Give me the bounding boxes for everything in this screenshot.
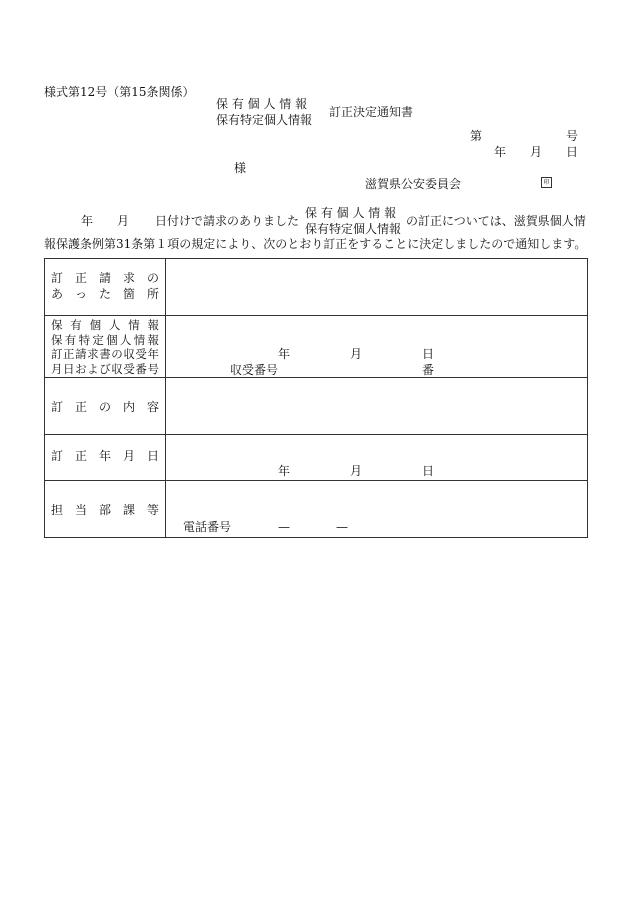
correction-year: 年: [278, 464, 291, 478]
label-cell-receipt-info: [45, 316, 166, 378]
body-year: 年: [81, 214, 94, 228]
correction-form-table: [44, 258, 588, 538]
issue-date-month: 月: [530, 145, 543, 159]
addressee-sama: 様: [234, 161, 247, 175]
row-receipt-info: [45, 316, 588, 378]
correction-month: 月: [350, 464, 363, 478]
body-info-type: [305, 206, 401, 237]
label-cell-correction-content: [45, 378, 166, 435]
title-line-specific-personal-info: 保有特定個人情報: [216, 112, 313, 127]
title-line-personal-info: 保 有 個 人 情 報: [216, 97, 308, 111]
label-specific-personal-info: 保有特定個人情報: [51, 332, 159, 347]
row-correction-location: [45, 259, 588, 316]
body-info-specific: 保有特定個人情報: [305, 221, 402, 236]
form-number: 様式第12号（第15条関係）: [44, 85, 195, 99]
correction-day: 日: [422, 464, 435, 478]
document-number-go: 号: [566, 129, 579, 143]
receipt-day: 日: [422, 347, 435, 361]
label-receipt-number: 月日および収受番号: [51, 362, 159, 377]
label-correction-content: 訂 正 の 内 容: [51, 400, 159, 414]
body-tail-text: の訂正については、滋賀県個人情: [406, 214, 586, 228]
body-info-personal: 保 有 個 人 情 報: [305, 206, 397, 220]
phone-dash-1: —: [278, 520, 290, 534]
value-cell-correction-content[interactable]: [166, 378, 588, 435]
label-personal-info: 保有個人情報: [51, 318, 159, 332]
receipt-year: 年: [278, 347, 291, 361]
seal-mark: 印: [541, 177, 552, 188]
body-second-line: 報保護条例第31条第１項の規定により、次のとおり訂正をすることに決定しましたので通知します。: [44, 237, 587, 251]
label-department: 担 当 部 課 等: [51, 503, 159, 517]
issuer-name: 滋賀県公安委員会: [365, 177, 462, 191]
body-lead-text: 日付けで請求のありました: [155, 214, 300, 228]
label-receipt-date: 訂正請求書の収受年: [51, 347, 159, 362]
value-cell-receipt-info[interactable]: [166, 316, 588, 378]
receipt-month: 月: [350, 347, 363, 361]
body-month: 月: [117, 214, 130, 228]
title-block: [216, 97, 312, 128]
document-number-dai: 第: [470, 129, 483, 143]
value-cell-department[interactable]: [166, 481, 588, 538]
label-location: あ っ た 箇 所: [51, 286, 159, 301]
receipt-number-ban: 番: [422, 363, 435, 377]
row-correction-date: [45, 435, 588, 481]
value-cell-correction-location[interactable]: [166, 259, 588, 316]
issue-date-year: 年: [494, 145, 507, 159]
receipt-number-label: 収受番号: [230, 363, 279, 377]
label-cell-correction-date: [45, 435, 166, 481]
issue-date-day: 日: [566, 145, 579, 159]
label-correction-date: 訂 正 年 月 日: [51, 449, 159, 463]
value-cell-correction-date[interactable]: [166, 435, 588, 481]
label-cell-department: [45, 481, 166, 538]
label-correction-request: 訂 正 請 求 の: [51, 271, 159, 285]
phone-dash-2: —: [336, 520, 348, 534]
row-department: [45, 481, 588, 538]
label-cell-correction-location: [45, 259, 166, 316]
row-correction-content: [45, 378, 588, 435]
phone-number-label: 電話番号: [183, 520, 232, 534]
title-suffix: 訂正決定通知書: [329, 105, 414, 119]
